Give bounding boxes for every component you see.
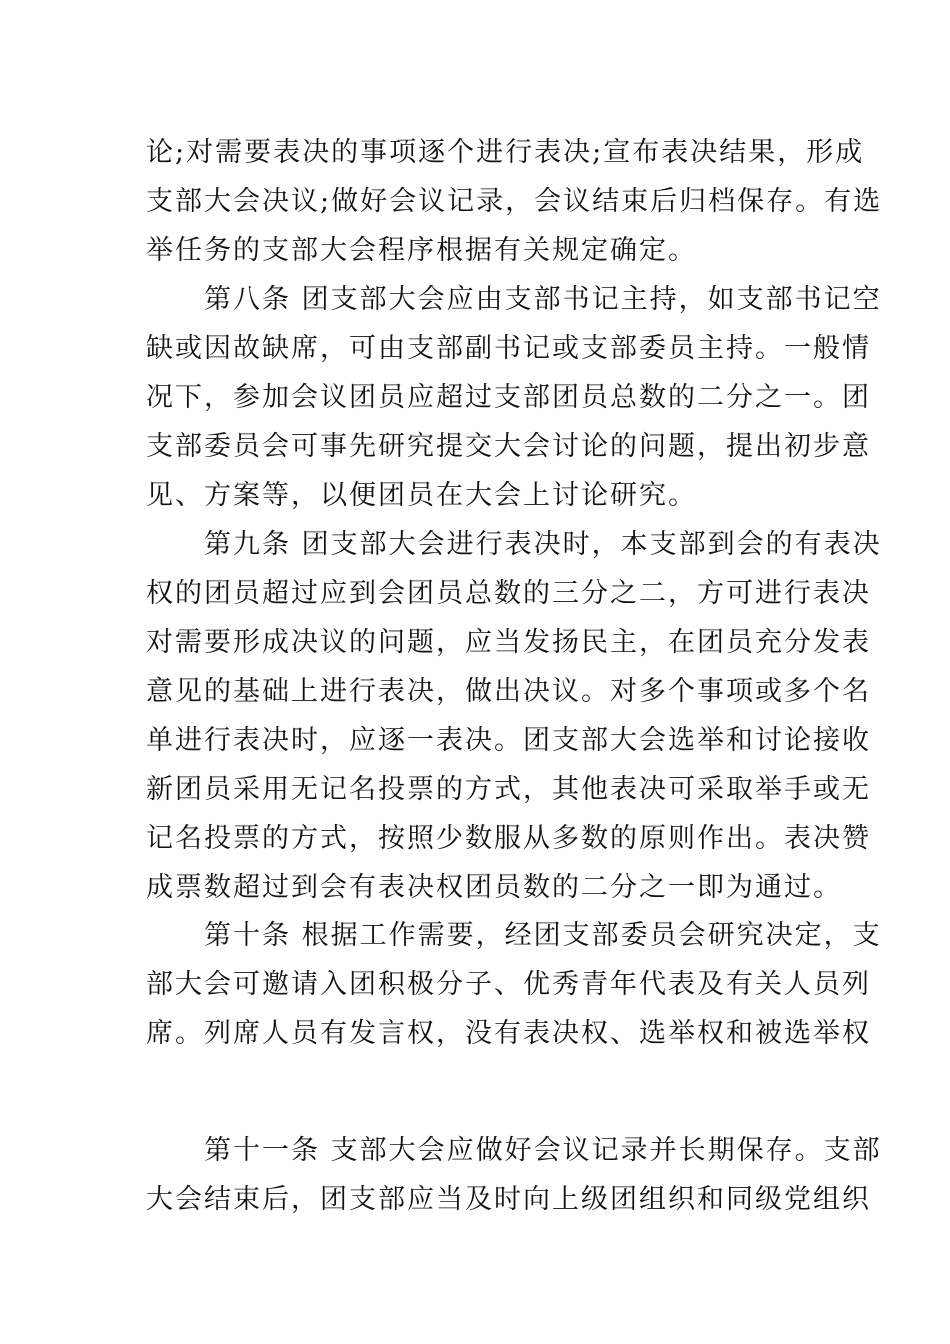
paragraph-continuation [146, 128, 883, 275]
text-line: 支部大会决议;做好会议记录，会议结束后归档保存。有选 [146, 186, 883, 217]
text-line: 举任务的支部大会程序根据有关规定确定。 [146, 235, 697, 266]
text-line: 意见的基础上进行表决，做出决议。对多个事项或多个名 [146, 676, 871, 707]
text-line: 支部委员会可事先研究提交大会讨论的问题，提出初步意 [146, 431, 871, 462]
text-line: 权的团员超过应到会团员总数的三分之二，方可进行表决 [146, 578, 871, 609]
text-line: 成票数超过到会有表决权团员数的二分之一即为通过。 [146, 872, 842, 903]
text-line: 第九条 团支部大会进行表决时，本支部到会的有表决 [146, 529, 882, 560]
text-line: 新团员采用无记名投票的方式，其他表决可采取举手或无 [146, 774, 871, 805]
text-line: 单进行表决时，应逐一表决。团支部大会选举和讨论接收 [146, 725, 871, 756]
paragraph-article-9 [146, 520, 882, 912]
text-line: 缺或因故缺席，可由支部副书记或支部委员主持。一般情 [146, 333, 871, 364]
text-line: 况下，参加会议团员应超过支部团员总数的二分之一。团 [146, 382, 871, 413]
text-line: 部大会可邀请入团积极分子、优秀青年代表及有关人员列 [146, 969, 871, 1000]
text-line: 第八条 团支部大会应由支部书记主持，如支部书记空 [146, 284, 882, 315]
text-line: 记名投票的方式，按照少数服从多数的原则作出。表决赞 [146, 823, 871, 854]
paragraph-article-10 [146, 911, 882, 1058]
text-line: 对需要形成决议的问题，应当发扬民主，在团员充分发表 [146, 627, 871, 658]
text-line: 第十一条 支部大会应做好会议记录并长期保存。支部 [146, 1135, 882, 1166]
text-line: 席。列席人员有发言权，没有表决权、选举权和被选举权 [146, 1018, 871, 1049]
text-line: 见、方案等，以便团员在大会上讨论研究。 [146, 480, 697, 511]
text-line: 论;对需要表决的事项逐个进行表决;宣布表决结果，形成 [146, 137, 865, 168]
text-line: 第十条 根据工作需要，经团支部委员会研究决定，支 [146, 920, 882, 951]
paragraph-article-11 [146, 1126, 882, 1224]
text-line: 大会结束后，团支部应当及时向上级团组织和同级党组织 [146, 1184, 871, 1215]
paragraph-article-8 [146, 275, 882, 520]
